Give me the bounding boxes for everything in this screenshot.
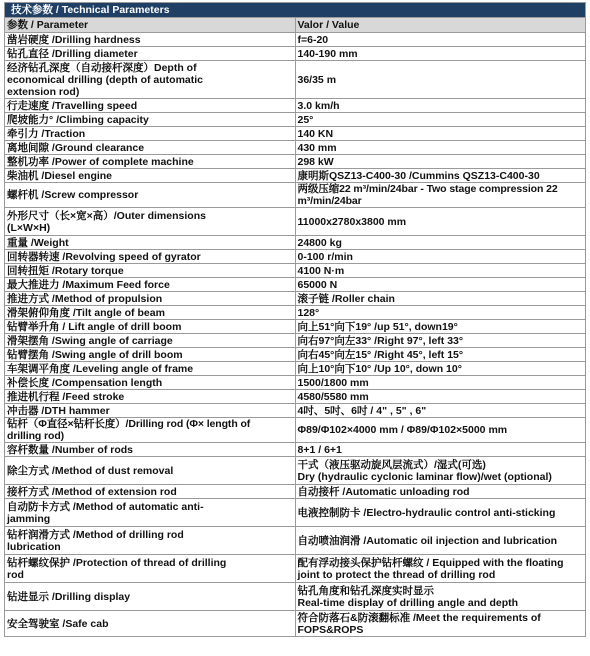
value-text: 8+1 / 6+1 [297,443,342,456]
value-text: 电液控制防卡 /Electro-hydraulic control anti-sticking [297,506,556,519]
table-row [5,348,586,362]
parameter-text: 安全驾驶室 /Safe cab [7,617,109,630]
value-cell [295,47,586,61]
parameter-text: economical drilling (depth of automatic [7,73,204,86]
value-text: 钻孔角度和钻孔深度实时显示 [297,584,434,597]
value-text: 65000 N [297,278,338,291]
parameter-text: 钻臂摆角 /Swing angle of drill boom [7,348,183,361]
parameter-text: 钻孔直径 /Drilling diameter [7,47,138,60]
value-cell [295,169,586,183]
parameter-cell [5,485,296,499]
parameter-text: 回转扭矩 /Rotary torque [7,264,124,277]
parameter-cell [5,390,296,404]
parameter-text: 经济钻孔深度（自动接杆深度）Depth of [7,61,197,74]
parameter-text: 整机功率 /Power of complete machine [7,155,194,168]
parameter-cell [5,127,296,141]
parameter-text: 钻杆螺纹保护 /Protection of thread of drilling [7,556,227,569]
value-text: 配有浮动接头保护钻杆螺纹 / Equipped with the floating [297,556,564,569]
table-row [5,278,586,292]
parameter-text: rod [7,568,24,581]
value-cell [295,183,586,208]
parameter-text: 滑架摆角 /Swing angle of carriage [7,334,173,347]
table-row [5,418,586,443]
value-text: 3.0 km/h [297,99,340,112]
parameter-cell [5,183,296,208]
value-cell [295,33,586,47]
table-row [5,555,586,583]
value-text: 4100 N·m [297,264,345,277]
value-cell [295,418,586,443]
value-cell [295,376,586,390]
value-cell [295,457,586,485]
value-text: 康明斯QSZ13-C400-30 /Cummins QSZ13-C400-30 [297,169,540,182]
value-text: 140 KN [297,127,334,140]
parameter-cell [5,404,296,418]
parameter-text: 凿岩硬度 /Drilling hardness [7,33,141,46]
value-text: Φ89/Φ102×4000 mm / Φ89/Φ102×5000 mm [297,424,508,436]
value-text: 向上10°向下10° /Up 10°, down 10° [297,362,462,375]
table-title: 技术参数 / Technical Parameters [5,3,586,18]
table-row [5,236,586,250]
table-row [5,208,586,236]
value-cell [295,611,586,637]
value-cell [295,390,586,404]
parameter-cell [5,499,296,527]
parameter-text: jamming [7,512,51,525]
parameter-cell [5,527,296,555]
table-row [5,33,586,47]
parameter-cell [5,169,296,183]
table-row [5,99,586,113]
table-row [5,362,586,376]
parameter-cell [5,292,296,306]
parameter-cell [5,155,296,169]
parameter-text: (L×W×H) [7,221,51,234]
parameter-cell [5,583,296,611]
value-cell [295,278,586,292]
value-text: 向上51°向下19° /up 51°, down19° [297,320,458,333]
parameter-cell [5,61,296,99]
value-cell [295,499,586,527]
value-cell [295,155,586,169]
table-row [5,61,586,99]
parameter-text: 滑架俯仰角度 /Tilt angle of beam [7,306,165,319]
table-title-row [5,3,586,18]
table-row [5,113,586,127]
table-row [5,292,586,306]
value-text: 24800 kg [297,236,342,249]
table-row [5,127,586,141]
value-text: 4吋、5吋、6吋 / 4" , 5" , 6" [297,404,427,417]
value-cell [295,306,586,320]
parameter-text: 车架调平角度 /Leveling angle of frame [7,362,194,375]
value-cell [295,334,586,348]
parameter-cell [5,264,296,278]
parameter-text: 容杆数量 /Number of rods [7,443,134,456]
parameter-cell [5,250,296,264]
value-text: Real-time display of drilling angle and depth [297,596,519,609]
table-row [5,611,586,637]
table-row [5,250,586,264]
parameter-text: 补偿长度 /Compensation length [7,376,163,389]
parameter-text: 外形尺寸（长×宽×高）/Outer dimensions [7,209,206,222]
table-row [5,334,586,348]
parameter-text: 推进方式 /Method of propulsion [7,292,163,305]
table-row [5,141,586,155]
table-row [5,443,586,457]
parameter-text: 推进机行程 /Feed stroke [7,390,125,403]
table-row [5,47,586,61]
technical-parameters-table [4,2,586,637]
parameter-text: 冲击器 /DTH hammer [7,404,110,417]
parameter-cell [5,33,296,47]
value-cell [295,527,586,555]
parameter-cell [5,555,296,583]
value-text: 向右45°向左15° /Right 45°, left 15° [297,348,464,361]
parameter-cell [5,348,296,362]
parameter-text: 爬坡能力° /Climbing capacity [7,113,149,126]
value-cell [295,404,586,418]
parameter-cell [5,418,296,443]
value-text: 4580/5580 mm [297,390,369,403]
value-text: 自动喷油润滑 /Automatic oil injection and lubrication [297,534,558,547]
value-text: 自动接杆 /Automatic unloading rod [297,485,470,498]
table-row [5,169,586,183]
value-text: 298 kW [297,155,334,168]
value-text: joint to protect the thread of drilling rod [297,568,496,581]
table-row [5,390,586,404]
parameter-cell [5,362,296,376]
value-cell [295,264,586,278]
parameter-cell [5,457,296,485]
table-row [5,320,586,334]
value-cell [295,208,586,236]
parameter-text: extension rod) [7,85,80,98]
parameter-text: 除尘方式 /Method of dust removal [7,464,174,477]
spec-sheet [4,2,586,654]
value-text: 干式（液压驱动旋风层流式）/湿式(可选) [297,458,486,471]
value-cell [295,250,586,264]
value-text: Dry (hydraulic cyclonic laminar flow)/wet (optional) [297,470,552,483]
table-row [5,404,586,418]
table-header-row [5,18,586,33]
table-row [5,485,586,499]
parameter-text: 钻杆（Φ直径×钻杆长度）/Drilling rod (Φ× length of [7,418,251,430]
parameter-text: 钻进显示 /Drilling display [7,590,131,603]
value-text: 1500/1800 mm [297,376,369,389]
value-cell [295,362,586,376]
value-text: 140-190 mm [297,47,358,60]
value-cell [295,99,586,113]
value-cell [295,113,586,127]
parameter-cell [5,141,296,155]
table-row [5,306,586,320]
value-text: 25° [297,113,314,126]
table-row [5,583,586,611]
value-cell [295,127,586,141]
table-row [5,155,586,169]
value-text: 两级压缩22 m³/min/24bar - Two stage compression 22 m³/min/24bar [297,183,558,207]
parameter-text: 重量 /Weight [7,236,69,249]
table-row [5,183,586,208]
value-text: 36/35 m [297,73,337,86]
parameter-text: 接杆方式 /Method of extension rod [7,485,177,498]
table-row [5,376,586,390]
value-cell [295,236,586,250]
parameter-cell [5,376,296,390]
value-text: f=6-20 [297,33,329,46]
parameter-cell [5,334,296,348]
value-text: 430 mm [297,141,337,154]
parameter-cell [5,278,296,292]
table-row [5,499,586,527]
value-text: 滚子链 /Roller chain [297,292,395,305]
value-text: 11000x2780x3800 mm [297,215,407,228]
parameter-text: 最大推进力 /Maximum Feed force [7,278,170,291]
value-cell [295,292,586,306]
column-header-parameter: 参数 / Parameter [5,18,296,33]
value-cell [295,348,586,362]
value-cell [295,141,586,155]
parameter-text: 自动防卡方式 /Method of automatic anti- [7,500,204,513]
parameter-cell [5,443,296,457]
parameter-text: 钻杆润滑方式 /Method of drilling rod [7,528,184,541]
parameter-text: 牵引力 /Traction [7,127,86,140]
parameter-text: 钻臂举升角 / Lift angle of drill boom [7,320,182,333]
parameter-cell [5,236,296,250]
parameter-cell [5,99,296,113]
value-cell [295,443,586,457]
value-text: 0-100 r/min [297,250,353,263]
parameter-cell [5,320,296,334]
value-cell [295,555,586,583]
table-row [5,457,586,485]
parameter-cell [5,208,296,236]
parameter-cell [5,306,296,320]
value-text: 128° [297,306,320,319]
parameter-cell [5,47,296,61]
parameter-text: 行走速度 /Travelling speed [7,99,138,112]
column-header-value: Valor / Value [295,18,586,33]
value-cell [295,320,586,334]
value-cell [295,61,586,99]
table-row [5,527,586,555]
value-cell [295,583,586,611]
parameter-cell [5,113,296,127]
parameter-text: 回转器转速 /Revolving speed of gyrator [7,250,201,263]
parameter-text: 柴油机 /Diesel engine [7,169,113,182]
value-text: 向右97°向左33° /Right 97°, left 33° [297,334,464,347]
parameter-text: 螺杆机 /Screw compressor [7,189,139,201]
table-row [5,264,586,278]
parameter-text: 离地间隙 /Ground clearance [7,141,145,154]
value-cell [295,485,586,499]
value-text: 符合防落石&防滚翻标准 /Meet the requirements of FOPS&ROPS [297,611,541,636]
parameter-cell [5,611,296,637]
parameter-text: drilling rod) [7,430,65,442]
parameter-text: lubrication [7,540,61,553]
